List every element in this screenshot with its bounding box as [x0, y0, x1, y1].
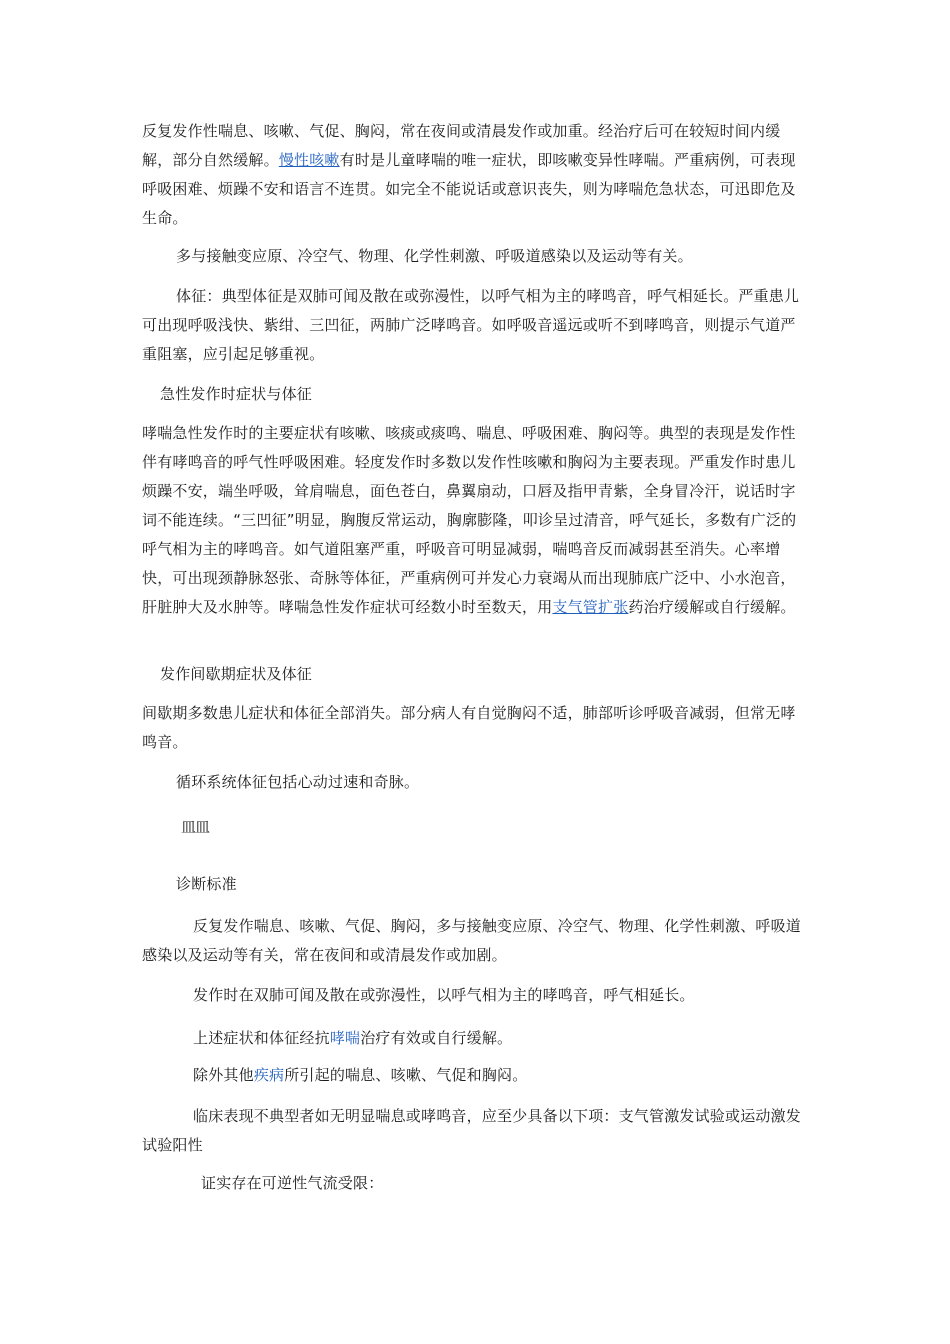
paragraph-text: 药治疗缓解或自行缓解。 [628, 598, 796, 616]
link-asthma[interactable]: 哮喘 [329, 1029, 361, 1047]
paragraph-text: 反复发作性喘息、咳嗽、气促、胸闷，常在夜间或清晨发作或加重。经治疗后可在较短时间内缓解，部分自然缓解。 [142, 122, 781, 169]
heading-intermission: 发作间歇期症状及体征 [160, 665, 313, 683]
paragraph-criterion-2: 发作时在双肺可闻及散在或弥漫性，以呼气相为主的哮鸣音，呼气相延长。 [193, 986, 695, 1004]
paragraph-text: 上述症状和体征经抗 [193, 1029, 330, 1047]
paragraph-criterion-1: 反复发作喘息、咳嗽、气促、胸闷，多与接触变应原、冷空气、物理、化学性刺激、呼吸道感染以及运动等有关，常在夜间和或清晨发作或加剧。 [142, 917, 802, 964]
paragraph-acute-attack [142, 419, 810, 622]
paragraph-text: 哮喘急性发作时的主要症状有咳嗽、咳痰或痰鸣、喘息、呼吸困难、胸闷等。典型的表现是发作性伴有哮鸣音的呼气性呼吸困难。轻度发作时多数以发作性咳嗽和胸闷为主要表现。严重发作时患儿烦躁不安，端坐呼吸，耸肩喘息，面色苍白，鼻翼扇动，口唇及指甲青紫，全身冒冷汗，说话时字词不能连续。“三凹征”明显，胸腹反常运动，胸廓膨隆，叩诊呈过清音，呼气延长，多数有广泛的呼气相为主的哮鸣音。如气道阻塞严重，呼吸音可明显减弱，喘鸣音反而减弱甚至消失。心率增快，可出现颈静脉怒张、奇脉等体征，严重病例可并发心力衰竭从而出现肺底广泛中、小水泡音，肝脏肿大及水肿等。哮喘急性发作症状可经数小时至数天，用 [142, 424, 797, 616]
paragraph-criterion-3 [193, 1024, 813, 1053]
paragraph-symptoms [142, 117, 810, 233]
link-bronchodilator[interactable]: 支气管扩张 [552, 598, 629, 616]
paragraph-text: 治疗有效或自行缓解。 [360, 1029, 513, 1047]
paragraph-reversible-airflow: 证实存在可逆性气流受限： [201, 1174, 384, 1192]
link-chronic-cough[interactable]: 慢性咳嗽 [278, 151, 340, 169]
paragraph-text: 所引起的喘息、咳嗽、气促和胸闷。 [284, 1066, 528, 1084]
heading-acute-attack: 急性发作时症状与体征 [160, 385, 313, 403]
paragraph-text: 除外其他 [193, 1066, 254, 1084]
paragraph-signs: 体征：典型体征是双肺可闻及散在或弥漫性，以呼气相为主的哮鸣音，呼气相延长。严重患儿可出现呼吸浅快、紫绀、三凹征，两肺广泛哮鸣音。如呼吸音遥远或听不到哮鸣音，则提示气道严重阻塞，应引起足够重视。 [142, 287, 800, 363]
paragraph-circulation: 循环系统体征包括心动过速和奇脉。 [176, 773, 420, 791]
paragraph-criterion-4 [193, 1061, 813, 1090]
paragraph-atypical: 临床表现不典型者如无明显喘息或哮鸣音，应至少具备以下项：支气管激发试验或运动激发试验阳性 [142, 1107, 802, 1154]
paragraph-intermission: 间歇期多数患儿症状和体征全部消失。部分病人有自觉胸闷不适，肺部听诊呼吸音减弱，但常无哮鸣音。 [142, 704, 796, 751]
link-disease[interactable]: 疾病 [253, 1066, 285, 1084]
decorative-glyphs: 皿皿 [181, 818, 210, 836]
heading-diagnosis: 诊断标准 [176, 875, 237, 893]
paragraph-triggers: 多与接触变应原、冷空气、物理、化学性刺激、呼吸道感染以及运动等有关。 [176, 247, 693, 265]
paragraph-text: 有时是儿童哮喘的唯一症状，即咳嗽变异性哮喘。严重病例，可表现呼吸困难、烦躁不安和语言不连贯。如完全不能说话或意识丧失，则为哮喘危急状态，可迅即危及生命。 [142, 151, 796, 227]
